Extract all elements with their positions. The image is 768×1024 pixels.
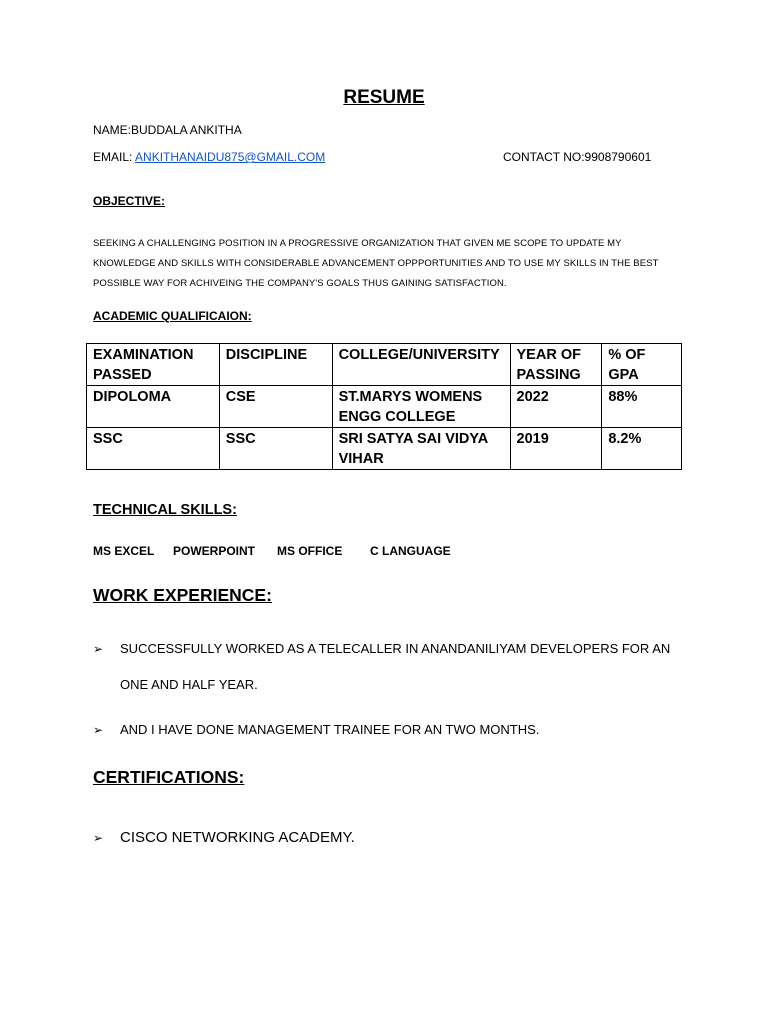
table-cell: 88% [602, 386, 682, 428]
skill-item: MS EXCEL [93, 544, 155, 558]
table-cell: SRI SATYA SAI VIDYA VIHAR [332, 428, 510, 470]
objective-line: KNOWLEDGE AND SKILLS WITH CONSIDERABLE ADVANCEMENT OPPPORTUNITIES AND TO USE MY SKILLS IN THE BEST [93, 258, 659, 269]
page-title: RESUME [343, 87, 425, 108]
table-cell: SSC [87, 428, 220, 470]
table-cell: SSC [219, 428, 332, 470]
email-line [93, 150, 325, 164]
header-examination: EXAMINATION PASSED [87, 344, 220, 386]
table-cell: DIPOLOMA [87, 386, 220, 428]
header-college: COLLEGE/UNIVERSITY [332, 344, 510, 386]
arrow-bullet-icon: ➢ [93, 642, 104, 656]
skill-item: C LANGUAGE [370, 544, 451, 558]
work-item-text: AND I HAVE DONE MANAGEMENT TRAINEE FOR AN TWO MONTHS. [120, 722, 540, 737]
certification-text: CISCO NETWORKING ACADEMY. [120, 829, 355, 846]
technical-skills-heading: TECHNICAL SKILLS: [93, 502, 237, 518]
skill-item: MS OFFICE [277, 544, 343, 558]
work-experience-heading: WORK EXPERIENCE: [93, 585, 272, 605]
objective-line: POSSIBLE WAY FOR ACHIVEING THE COMPANY'S GOALS THUS GAINING SATISFACTION. [93, 278, 507, 289]
objective-line: SEEKING A CHALLENGING POSITION IN A PROGRESSIVE ORGANIZATION THAT GIVEN ME SCOPE TO UPDATE MY [93, 238, 622, 249]
work-item-1-continued: ONE AND HALF YEAR. [120, 677, 258, 692]
header-discipline: DISCIPLINE [219, 344, 332, 386]
table-cell: CSE [219, 386, 332, 428]
work-item-text: SUCCESSFULLY WORKED AS A TELECALLER IN ANANDANILIYAM DEVELOPERS FOR AN [120, 641, 671, 656]
table-row [87, 386, 682, 428]
header-year: YEAR OF PASSING [510, 344, 602, 386]
academic-table [86, 343, 682, 470]
work-item-2 [93, 722, 539, 737]
work-item-1 [93, 641, 670, 656]
table-cell: ST.MARYS WOMENS ENGG COLLEGE [332, 386, 510, 428]
table-row [87, 428, 682, 470]
header-gpa: % OF GPA [602, 344, 682, 386]
skill-item: POWERPOINT [173, 544, 256, 558]
email-link[interactable]: ANKITHANAIDU875@GMAIL.COM [135, 150, 326, 164]
table-cell: 8.2% [602, 428, 682, 470]
objective-heading: OBJECTIVE: [93, 194, 166, 208]
arrow-bullet-icon: ➢ [93, 723, 104, 737]
arrow-bullet-icon: ➢ [93, 831, 104, 845]
name-line: NAME:BUDDALA ANKITHA [93, 123, 242, 137]
technical-skills-list [93, 544, 451, 558]
academic-heading: ACADEMIC QUALIFICAION: [93, 309, 252, 323]
email-label: EMAIL: [93, 150, 136, 164]
table-cell: 2019 [510, 428, 602, 470]
table-cell: 2022 [510, 386, 602, 428]
certifications-heading: CERTIFICATIONS: [93, 767, 245, 787]
contact-line: CONTACT NO:9908790601 [503, 150, 652, 164]
objective-text [93, 236, 693, 296]
table-header-row [87, 344, 682, 386]
certification-item [93, 829, 355, 846]
